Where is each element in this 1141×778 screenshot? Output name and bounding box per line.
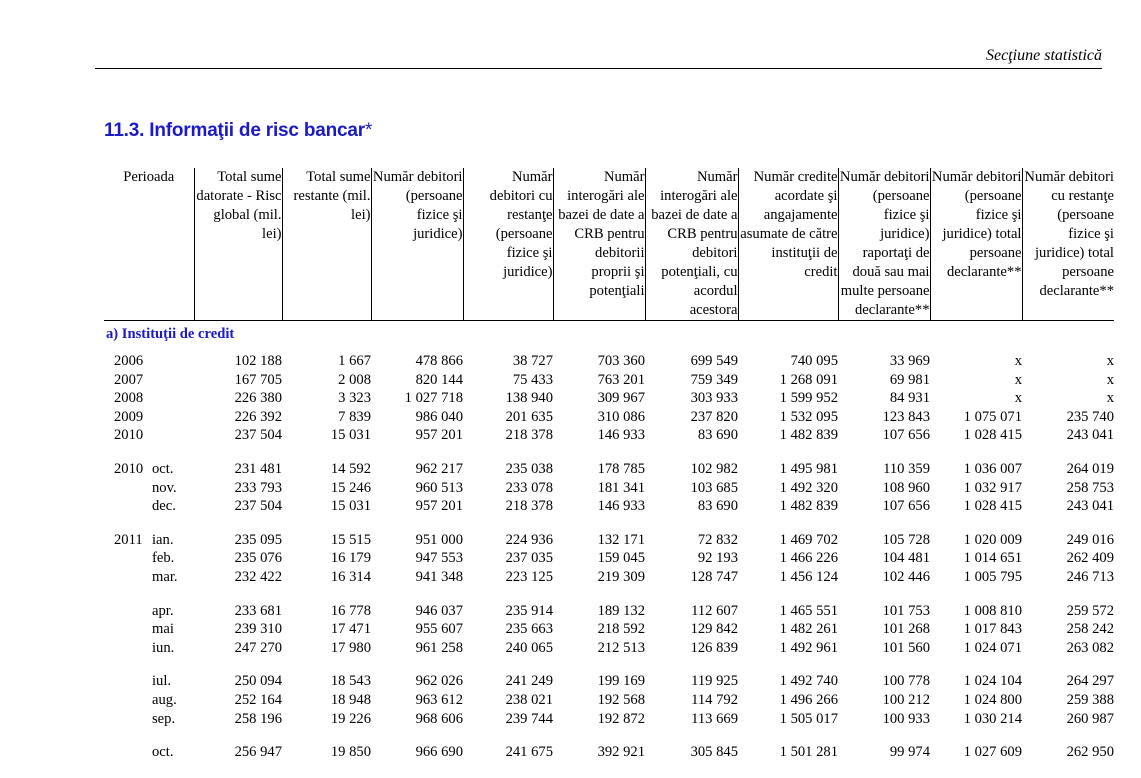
col-header-debtors-overdue: Număr debitori cu restanţe (persoane fizice şi juridice) (463, 168, 553, 321)
value-cell: 104 481 (882, 550, 930, 567)
table-row (104, 531, 1114, 550)
spacer-row (104, 728, 1114, 743)
value-cell: 961 258 (415, 639, 463, 656)
spacer-row (104, 445, 1114, 460)
value-cell: 241 249 (505, 673, 553, 690)
value-cell: x (1106, 353, 1114, 369)
value-cell: 259 572 (1066, 602, 1114, 619)
value-cell: 309 967 (597, 390, 645, 407)
value-cell: 129 842 (690, 621, 738, 638)
value-cell: 16 778 (330, 602, 371, 619)
period-month: nov. (152, 479, 177, 496)
col-header-debtors-overdue-total: Număr debitori cu restanţe (persoane fizice şi juridice) total persoane declarante** (1022, 168, 1114, 321)
value-cell: 226 392 (234, 408, 282, 425)
value-cell: 262 409 (1066, 550, 1114, 567)
value-cell: 478 866 (415, 353, 463, 369)
value-cell: 75 433 (512, 371, 553, 388)
value-cell: 16 314 (330, 568, 371, 585)
value-cell: 178 785 (597, 460, 645, 477)
value-cell: 1 028 415 (963, 427, 1022, 444)
value-cell: 1 492 961 (779, 639, 838, 656)
value-cell: 102 446 (882, 568, 930, 585)
value-cell: 957 201 (415, 498, 463, 515)
value-cell: 1 027 609 (963, 744, 1022, 761)
value-cell: 250 094 (234, 673, 282, 690)
value-cell: 258 196 (234, 710, 282, 727)
value-cell: 123 843 (882, 408, 930, 425)
value-cell: 233 681 (234, 602, 282, 619)
table-title-text: 11.3. Informaţii de risc bancar (104, 120, 365, 141)
period-month: mar. (152, 568, 178, 585)
value-cell: 15 246 (330, 479, 371, 496)
period-year: 2010 (114, 427, 144, 444)
value-cell: 218 378 (505, 427, 553, 444)
value-cell: 763 201 (597, 371, 645, 388)
risk-table (104, 168, 1114, 762)
spacer-row (104, 587, 1114, 602)
value-cell: 247 270 (234, 639, 282, 656)
value-cell: 189 132 (597, 602, 645, 619)
value-cell: 1 024 104 (963, 673, 1022, 690)
value-cell: 224 936 (505, 531, 553, 548)
value-cell: 237 504 (234, 498, 282, 515)
value-cell: 1 465 551 (779, 602, 838, 619)
value-cell: 83 690 (697, 498, 738, 515)
value-cell: 1 482 839 (779, 498, 838, 515)
value-cell: 947 553 (415, 550, 463, 567)
value-cell: 264 019 (1066, 460, 1114, 477)
value-cell: 1 028 415 (963, 498, 1022, 515)
section-title: a) Instituţii de credit (106, 326, 235, 342)
period-cell (104, 672, 194, 691)
value-cell: 119 925 (691, 673, 738, 690)
value-cell: 392 921 (597, 744, 645, 761)
period-cell (104, 743, 194, 762)
table-row (104, 426, 1114, 445)
value-cell: 963 612 (415, 691, 463, 708)
value-cell: 239 744 (505, 710, 553, 727)
value-cell: 243 041 (1066, 427, 1114, 444)
value-cell: 238 021 (505, 691, 553, 708)
period-cell (104, 497, 194, 516)
col-header-queries-potential: Număr interogări ale bazei de date a CRB pentru debitori potenţiali, cu acordul acestora (645, 168, 738, 321)
value-cell: 201 635 (505, 408, 553, 425)
value-cell: 218 378 (505, 498, 553, 515)
period-year: 2009 (114, 408, 144, 425)
value-cell: 103 685 (690, 479, 738, 496)
value-cell: 199 169 (597, 673, 645, 690)
value-cell: 1 667 (338, 353, 371, 369)
value-cell: 15 031 (330, 427, 371, 444)
value-cell: 237 820 (690, 408, 738, 425)
value-cell: 113 669 (691, 710, 738, 727)
value-cell: 258 242 (1066, 621, 1114, 638)
value-cell: 235 914 (505, 602, 553, 619)
value-cell: 235 076 (234, 550, 282, 567)
period-cell (104, 568, 194, 587)
period-month: aug. (152, 691, 177, 708)
period-cell (104, 549, 194, 568)
section-header: Secţiune statistică (986, 47, 1102, 64)
value-cell: 2 008 (338, 371, 371, 388)
value-cell: 703 360 (597, 353, 645, 369)
value-cell: 101 560 (882, 639, 930, 656)
value-cell: 239 310 (234, 621, 282, 638)
value-cell: 126 839 (690, 639, 738, 656)
value-cell: 740 095 (790, 353, 838, 369)
value-cell: 99 974 (889, 744, 930, 761)
table-body (104, 321, 1114, 762)
value-cell: x (1106, 390, 1114, 407)
value-cell: 1 014 651 (963, 550, 1022, 567)
period-month: iun. (152, 639, 175, 656)
value-cell: 107 656 (882, 498, 930, 515)
value-cell: 243 041 (1066, 498, 1114, 515)
value-cell: 18 543 (330, 673, 371, 690)
value-cell: 962 026 (415, 673, 463, 690)
value-cell: 138 940 (505, 390, 553, 407)
value-cell: 1 005 795 (963, 568, 1022, 585)
table-row (104, 479, 1114, 498)
value-cell: 1 036 007 (963, 460, 1022, 477)
value-cell: 1 482 839 (779, 427, 838, 444)
table-row (104, 743, 1114, 762)
value-cell: 260 987 (1066, 710, 1114, 727)
value-cell: 105 728 (882, 531, 930, 548)
value-cell: 84 931 (889, 390, 930, 407)
value-cell: 33 969 (889, 353, 930, 369)
value-cell: 246 713 (1066, 568, 1114, 585)
value-cell: 146 933 (597, 427, 645, 444)
value-cell: 1 532 095 (779, 408, 838, 425)
value-cell: 128 747 (690, 568, 738, 585)
col-header-queries-own: Număr interogări ale bazei de date a CRB pentru debitorii proprii şi potenţiali (553, 168, 645, 321)
period-month: oct. (152, 744, 174, 761)
value-cell: 233 793 (234, 479, 282, 496)
value-cell: 146 933 (597, 498, 645, 515)
value-cell: 240 065 (505, 639, 553, 656)
value-cell: 235 095 (234, 531, 282, 548)
col-header-total-overdue: Total sume restante (mil. lei) (282, 168, 371, 321)
value-cell: 310 086 (597, 408, 645, 425)
value-cell: 1 024 800 (963, 691, 1022, 708)
value-cell: 1 482 261 (779, 621, 838, 638)
value-cell: 167 705 (234, 371, 282, 388)
value-cell: 102 188 (234, 353, 282, 369)
value-cell: 233 078 (505, 479, 553, 496)
table-row (104, 602, 1114, 621)
value-cell: 303 933 (690, 390, 738, 407)
value-cell: 101 268 (882, 621, 930, 638)
value-cell: 1 501 281 (779, 744, 838, 761)
value-cell: 968 606 (415, 710, 463, 727)
value-cell: 1 268 091 (779, 371, 838, 388)
value-cell: 1 032 917 (963, 479, 1022, 496)
value-cell: 235 663 (505, 621, 553, 638)
value-cell: 249 016 (1066, 531, 1114, 548)
period-month: dec. (152, 498, 176, 515)
value-cell: 114 792 (691, 691, 738, 708)
value-cell: 15 515 (330, 531, 371, 548)
col-header-debtors: Număr debitori (persoane fizice şi juridice) (371, 168, 463, 321)
value-cell: 960 513 (415, 479, 463, 496)
value-cell: 259 388 (1066, 691, 1114, 708)
value-cell: 237 035 (505, 550, 553, 567)
period-month: apr. (152, 602, 174, 619)
period-cell (104, 531, 194, 550)
period-year: 2010 (114, 460, 144, 477)
table-row (104, 620, 1114, 639)
spacer-row (104, 657, 1114, 672)
value-cell: 1 599 952 (779, 390, 838, 407)
value-cell: 223 125 (505, 568, 553, 585)
value-cell: 7 839 (338, 408, 371, 425)
value-cell: x (1106, 371, 1114, 388)
value-cell: 305 845 (690, 744, 738, 761)
value-cell: 108 960 (882, 479, 930, 496)
table-row (104, 568, 1114, 587)
value-cell: 100 933 (882, 710, 930, 727)
value-cell: 1 469 702 (779, 531, 838, 548)
value-cell: 957 201 (415, 427, 463, 444)
value-cell: 192 568 (597, 691, 645, 708)
value-cell: 1 466 226 (779, 550, 838, 567)
table-row (104, 408, 1114, 427)
table-row (104, 352, 1114, 371)
value-cell: 1 492 320 (779, 479, 838, 496)
col-header-credits: Număr credite acordate şi angajamente asumate de către instituţii de credit (738, 168, 838, 321)
table-row (104, 460, 1114, 479)
value-cell: 1 020 009 (963, 531, 1022, 548)
col-header-period: Perioada (104, 168, 194, 321)
value-cell: 235 038 (505, 460, 553, 477)
header-row (104, 168, 1114, 321)
col-header-debtors-total: Număr debitori (persoane fizice şi juridice) total persoane declarante** (930, 168, 1022, 321)
value-cell: 226 380 (234, 390, 282, 407)
value-cell: 1 030 214 (963, 710, 1022, 727)
value-cell: 159 045 (597, 550, 645, 567)
period-year: 2008 (114, 390, 144, 407)
value-cell: 16 179 (330, 550, 371, 567)
value-cell: x (1014, 390, 1022, 407)
value-cell: 100 778 (882, 673, 930, 690)
value-cell: 92 193 (697, 550, 738, 567)
period-cell (104, 691, 194, 710)
value-cell: 258 753 (1066, 479, 1114, 496)
period-cell (104, 460, 194, 479)
value-cell: 241 675 (505, 744, 553, 761)
section-row (104, 321, 1114, 348)
value-cell: 1 456 124 (779, 568, 838, 585)
value-cell: 72 832 (697, 531, 738, 548)
period-month: mai (152, 621, 174, 638)
value-cell: 820 144 (415, 371, 463, 388)
value-cell: 3 323 (338, 390, 371, 407)
value-cell: 986 040 (415, 408, 463, 425)
value-cell: 17 980 (330, 639, 371, 656)
table-row (104, 691, 1114, 710)
header-rule (95, 68, 1102, 69)
table-row (104, 710, 1114, 729)
value-cell: 699 549 (690, 353, 738, 369)
value-cell: 951 000 (415, 531, 463, 548)
period-month: oct. (152, 460, 174, 477)
value-cell: 263 082 (1066, 639, 1114, 656)
value-cell: 946 037 (415, 602, 463, 619)
col-header-total-owed: Total sume datorate - Risc global (mil. lei) (194, 168, 282, 321)
value-cell: 69 981 (889, 371, 930, 388)
period-cell (104, 602, 194, 621)
value-cell: 19 226 (330, 710, 371, 727)
value-cell: x (1014, 353, 1022, 369)
period-month: iul. (152, 673, 172, 690)
period-year: 2011 (114, 531, 143, 548)
period-year: 2007 (114, 371, 144, 388)
value-cell: 237 504 (234, 427, 282, 444)
value-cell: 107 656 (882, 427, 930, 444)
value-cell: 110 359 (883, 460, 930, 477)
value-cell: 212 513 (597, 639, 645, 656)
value-cell: 1 075 071 (963, 408, 1022, 425)
table-row (104, 549, 1114, 568)
value-cell: 1 027 718 (404, 390, 463, 407)
value-cell: 235 740 (1066, 408, 1114, 425)
value-cell: 192 872 (597, 710, 645, 727)
period-cell (104, 639, 194, 658)
period-cell (104, 620, 194, 639)
value-cell: 966 690 (415, 744, 463, 761)
value-cell: 17 471 (330, 621, 371, 638)
period-month: sep. (152, 710, 176, 727)
value-cell: 132 171 (597, 531, 645, 548)
value-cell: 759 349 (690, 371, 738, 388)
value-cell: 112 607 (691, 602, 738, 619)
period-month: feb. (152, 550, 175, 567)
value-cell: 218 592 (597, 621, 645, 638)
table-title (104, 120, 372, 142)
value-cell: 219 309 (597, 568, 645, 585)
value-cell: 14 592 (330, 460, 371, 477)
value-cell: 101 753 (882, 602, 930, 619)
value-cell: 1 505 017 (779, 710, 838, 727)
period-month: ian. (152, 531, 174, 548)
value-cell: 1 492 740 (779, 673, 838, 690)
value-cell: 15 031 (330, 498, 371, 515)
table-row (104, 672, 1114, 691)
value-cell: 19 850 (330, 744, 371, 761)
title-footnote-mark: * (364, 120, 373, 141)
value-cell: 1 496 266 (779, 691, 838, 708)
value-cell: 955 607 (415, 621, 463, 638)
value-cell: 252 164 (234, 691, 282, 708)
value-cell: 256 947 (234, 744, 282, 761)
value-cell: 232 422 (234, 568, 282, 585)
value-cell: 1 017 843 (963, 621, 1022, 638)
period-year: 2006 (114, 353, 144, 369)
value-cell: 100 212 (882, 691, 930, 708)
value-cell: 83 690 (697, 427, 738, 444)
value-cell: 102 982 (690, 460, 738, 477)
table-row (104, 639, 1114, 658)
table-row (104, 497, 1114, 516)
value-cell: 262 950 (1066, 744, 1114, 761)
value-cell: 38 727 (512, 353, 553, 369)
period-cell (104, 479, 194, 498)
value-cell: 941 348 (415, 568, 463, 585)
period-cell (104, 710, 194, 729)
value-cell: x (1014, 371, 1022, 388)
value-cell: 1 024 071 (963, 639, 1022, 656)
table-row (104, 389, 1114, 408)
value-cell: 181 341 (597, 479, 645, 496)
spacer-row (104, 516, 1114, 531)
value-cell: 1 008 810 (963, 602, 1022, 619)
table-row (104, 371, 1114, 390)
value-cell: 231 481 (234, 460, 282, 477)
value-cell: 18 948 (330, 691, 371, 708)
value-cell: 264 297 (1066, 673, 1114, 690)
value-cell: 962 217 (415, 460, 463, 477)
value-cell: 1 495 981 (779, 460, 838, 477)
col-header-debtors-multi: Număr debitori (persoane fizice şi juridice) raportaţi de două sau mai multe persoane declarante** (838, 168, 930, 321)
